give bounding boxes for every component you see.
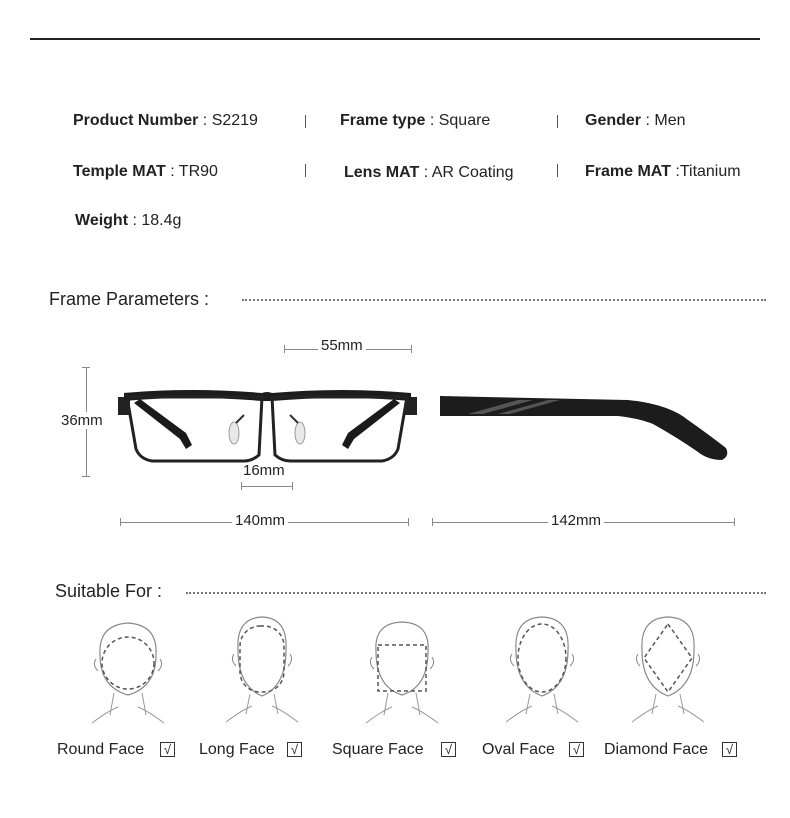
- dim-line-bridge: [241, 486, 293, 487]
- dim-tick: [734, 518, 735, 526]
- checkmark-icon: √: [441, 742, 456, 757]
- spec-value: Titanium: [679, 163, 741, 180]
- dim-tick: [411, 345, 412, 353]
- square-face-icon: [362, 615, 442, 725]
- face-label-square: Square Face: [332, 741, 424, 758]
- spec-value: Men: [654, 112, 686, 129]
- spec-value: AR Coating: [431, 164, 514, 181]
- spec-frame-mat: Frame MAT :Titanium: [585, 163, 741, 180]
- checkmark-icon: √: [722, 742, 737, 757]
- spec-separator: [557, 164, 558, 177]
- face-label-oval: Oval Face: [482, 741, 555, 758]
- dim-tick: [408, 518, 409, 526]
- spec-value: Square: [438, 112, 491, 129]
- dim-tick: [120, 518, 121, 526]
- dim-temple-length: 142mm: [548, 512, 604, 529]
- top-divider: [30, 38, 760, 40]
- suitable-for-title: Suitable For :: [55, 581, 163, 601]
- glasses-front-view: [112, 383, 422, 468]
- checkmark-icon: √: [160, 742, 175, 757]
- checkmark-icon: √: [569, 742, 584, 757]
- spec-separator: [305, 164, 306, 177]
- round-face-icon: [88, 615, 168, 725]
- oval-face-icon: [502, 612, 582, 724]
- spec-label: Weight: [75, 212, 129, 229]
- face-label-long: Long Face: [199, 741, 275, 758]
- spec-lens-mat: Lens MAT : AR Coating: [344, 164, 514, 181]
- spec-separator: [305, 115, 306, 128]
- spec-separator: [557, 115, 558, 128]
- spec-frame-type: Frame type : Square: [340, 112, 491, 129]
- dim-tick: [432, 518, 433, 526]
- dim-lens-width: 55mm: [318, 337, 366, 354]
- spec-label: Frame MAT: [585, 163, 671, 180]
- spec-value: S2219: [211, 112, 258, 129]
- face-label-round: Round Face: [57, 741, 145, 758]
- frame-parameters-title: Frame Parameters :: [49, 289, 210, 309]
- face-label-diamond: Diamond Face: [604, 741, 709, 758]
- long-face-icon: [222, 612, 302, 724]
- spec-product-number: Product Number : S2219: [73, 112, 258, 129]
- dim-bridge: 16mm: [243, 462, 285, 479]
- spec-value: 18.4g: [141, 212, 182, 229]
- dim-lens-height: 36mm: [58, 412, 106, 429]
- dim-tick: [241, 482, 242, 490]
- spec-value: TR90: [178, 163, 218, 180]
- section-dotted-line: [186, 592, 766, 594]
- checkmark-icon: √: [287, 742, 302, 757]
- spec-label: Lens MAT: [344, 164, 420, 181]
- dim-tick: [292, 482, 293, 490]
- dim-tick: [284, 345, 285, 353]
- spec-temple-mat: Temple MAT : TR90: [73, 163, 218, 180]
- spec-label: Gender: [585, 112, 642, 129]
- spec-gender: Gender : Men: [585, 112, 686, 129]
- glasses-side-view: [438, 390, 733, 465]
- spec-label: Frame type: [340, 112, 426, 129]
- dim-tick: [82, 476, 90, 477]
- diamond-face-icon: [628, 612, 708, 724]
- spec-weight: Weight : 18.4g: [75, 212, 182, 229]
- spec-label: Product Number: [73, 112, 199, 129]
- spec-label: Temple MAT: [73, 163, 166, 180]
- dim-tick: [82, 367, 90, 368]
- dim-frame-width: 140mm: [232, 512, 288, 529]
- section-dotted-line: [242, 299, 766, 301]
